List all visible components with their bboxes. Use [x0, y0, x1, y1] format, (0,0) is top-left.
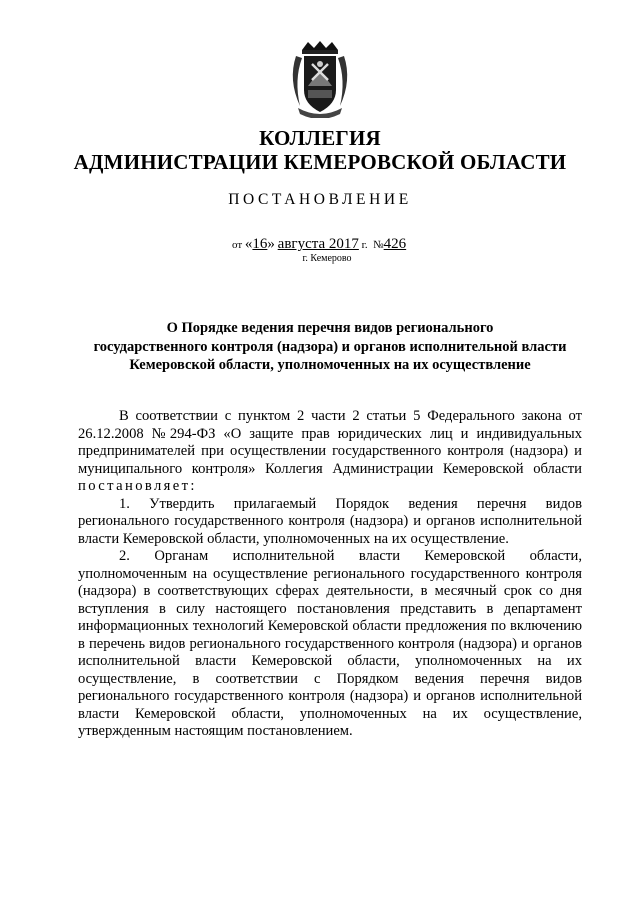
number-prefix: № [373, 239, 384, 251]
paragraph-item-1: 1. Утвердить прилагаемый Порядок ведения перечня видов регионального государственного контроля (надзора) и органов исполнительной власти Кемеровской области, уполномоченных на их осуществление. [78, 495, 582, 547]
date-number-line [232, 236, 532, 253]
document-type: ПОСТАНОВЛЕНИЕ [228, 191, 412, 208]
resolves-word: постановляет: [78, 478, 197, 494]
date-day: 16 [252, 236, 268, 252]
preamble-text: В соответствии с пунктом 2 части 2 статьи 5 Федерального закона от 26.12.2008 №294-ФЗ «О защите прав юридических лиц и индивидуальных предпринимателей при осуществлении государственного контроля (надзора) и муниципального контроля» Коллегия Администрации Кемеровской области [78, 408, 582, 477]
date-year-suffix: г. [361, 239, 368, 251]
paragraph-item-2: 2. Органам исполнительной власти Кемеровской области, уполномоченным на осуществление регионального государственного контроля (надзора) в соответствующих сферах деятельности, в месячный срок со дня вступления в силу настоящего постановления представить в департамент информационных технологий Кемеровской области предложения по включению в перечень видов регионального государственного контроля (надзора) и органов исполнительной власти Кемеровской области, уполномоченных на их осуществление, в соответствии с Порядком ведения перечня видов регионального государственного контроля (надзора) и органов исполнительной власти Кемеровской области, уполномоченных на их осуществление, утвержденным настоящим постановлением. [78, 548, 582, 739]
document-subject [70, 319, 590, 375]
org-title-line2: АДМИНИСТРАЦИИ КЕМЕРОВСКОЙ ОБЛАСТИ [73, 150, 567, 174]
kemerovo-coat-of-arms-icon [286, 40, 354, 118]
paragraph-preamble [78, 408, 582, 496]
date-close-quote: » [267, 236, 275, 252]
document-number: 426 [383, 236, 407, 252]
date-month-year: августа 2017 [277, 236, 359, 252]
subject-line3: Кемеровской области, уполномоченных на их осуществление [129, 357, 531, 373]
subject-line2: государственного контроля (надзора) и органов исполнительной власти [93, 338, 567, 355]
date-open-quote: « [244, 236, 253, 252]
city-name: г. Кемерово [302, 253, 352, 264]
document-body [78, 408, 582, 741]
date-prefix: от [232, 239, 243, 251]
subject-line1: О Порядке ведения перечня видов регионального [166, 320, 494, 336]
org-title-line1: КОЛЛЕГИЯ [259, 126, 381, 150]
